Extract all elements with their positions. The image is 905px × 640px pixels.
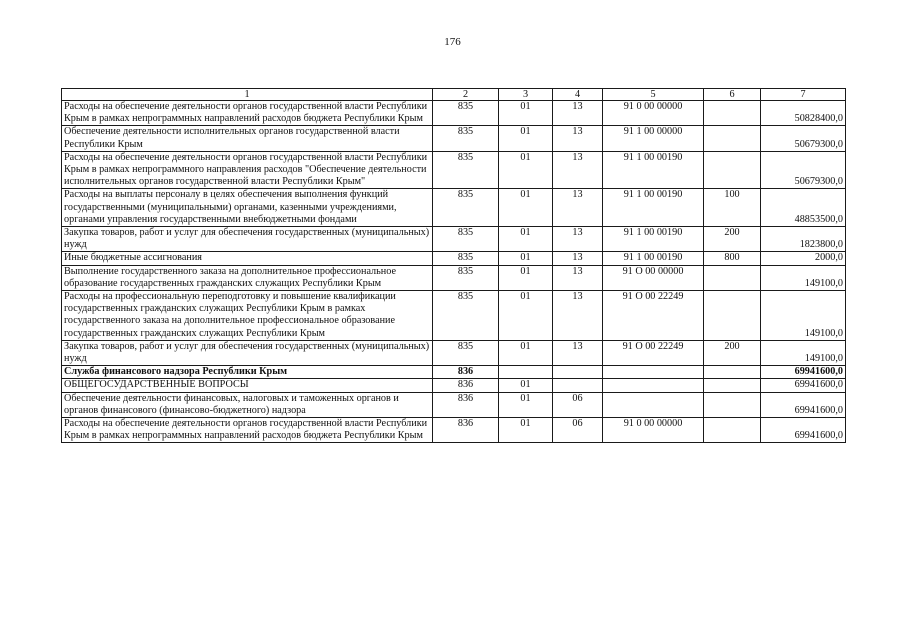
section-code: 01: [499, 340, 553, 365]
amount: 50828400,0: [761, 101, 846, 126]
table-row: [62, 126, 846, 151]
column-header: 5: [603, 89, 704, 101]
ministry-code: 835: [433, 189, 499, 227]
section-code: 01: [499, 265, 553, 290]
ministry-code: 836: [433, 366, 499, 379]
subsection-code: 06: [553, 418, 603, 443]
target-article-code: 91 1 00 00190: [603, 189, 704, 227]
target-article-code: [603, 379, 704, 392]
column-header: 2: [433, 89, 499, 101]
amount: 149100,0: [761, 291, 846, 341]
amount: 149100,0: [761, 340, 846, 365]
target-article-code: 91 1 00 00000: [603, 126, 704, 151]
row-description: Закупка товаров, работ и услуг для обеспечения государственных (муниципальных) нужд: [62, 340, 433, 365]
section-code: 01: [499, 126, 553, 151]
subsection-code: 13: [553, 101, 603, 126]
column-header: 4: [553, 89, 603, 101]
subsection-code: 13: [553, 340, 603, 365]
subsection-code: 13: [553, 265, 603, 290]
table-row: [62, 252, 846, 265]
ministry-code: 835: [433, 151, 499, 189]
expense-type-code: [704, 418, 761, 443]
subsection-code: 13: [553, 252, 603, 265]
row-description: Расходы на профессиональную переподготовку и повышение квалификации государственных гражданских служащих Республики Крым в рамках государственного заказа на дополнительное профессиональное образование государственных гражданских служащих Республики Крым: [62, 291, 433, 341]
row-description: Обеспечение деятельности финансовых, налоговых и таможенных органов и органов финансового (финансово-бюджетного) надзора: [62, 392, 433, 417]
row-description: Служба финансового надзора Республики Крым: [62, 366, 433, 379]
amount: 69941600,0: [761, 366, 846, 379]
row-description: Расходы на обеспечение деятельности органов государственной власти Республики Крым в рамках непрограммных направлений расходов бюджета Республики Крым: [62, 418, 433, 443]
table-row: [62, 189, 846, 227]
amount: 2000,0: [761, 252, 846, 265]
budget-table: [61, 88, 846, 443]
amount: 69941600,0: [761, 379, 846, 392]
ministry-code: 835: [433, 252, 499, 265]
table-row: [62, 392, 846, 417]
amount: 69941600,0: [761, 418, 846, 443]
expense-type-code: 800: [704, 252, 761, 265]
expense-type-code: [704, 291, 761, 341]
ministry-code: 836: [433, 379, 499, 392]
section-code: [499, 366, 553, 379]
amount: 48853500,0: [761, 189, 846, 227]
expense-type-code: 200: [704, 227, 761, 252]
expense-type-code: 200: [704, 340, 761, 365]
expense-type-code: [704, 392, 761, 417]
table-row: [62, 151, 846, 189]
table-row: [62, 379, 846, 392]
expense-type-code: 100: [704, 189, 761, 227]
amount: 69941600,0: [761, 392, 846, 417]
section-code: 01: [499, 418, 553, 443]
row-description: Выполнение государственного заказа на дополнительное профессиональное образование государственных гражданских служащих Республики Крым: [62, 265, 433, 290]
target-article-code: 91 0 00 00000: [603, 418, 704, 443]
column-header: 1: [62, 89, 433, 101]
section-code: 01: [499, 392, 553, 417]
table-row: [62, 291, 846, 341]
row-description: Иные бюджетные ассигнования: [62, 252, 433, 265]
target-article-code: 91 1 00 00190: [603, 252, 704, 265]
ministry-code: 835: [433, 101, 499, 126]
target-article-code: 91 0 00 00000: [603, 101, 704, 126]
target-article-code: 91 О 00 22249: [603, 291, 704, 341]
row-description: Обеспечение деятельности исполнительных органов государственной власти Республики Крым: [62, 126, 433, 151]
expense-type-code: [704, 265, 761, 290]
target-article-code: 91 О 00 00000: [603, 265, 704, 290]
table-row: [62, 418, 846, 443]
row-description: Расходы на обеспечение деятельности органов государственной власти Республики Крым в рамках непрограммного направления расходов "Обеспечение деятельности исполнительных органов государственной власти Республики Крым": [62, 151, 433, 189]
table-row: [62, 265, 846, 290]
amount: 1823800,0: [761, 227, 846, 252]
expense-type-code: [704, 101, 761, 126]
table-row: [62, 340, 846, 365]
ministry-code: 835: [433, 265, 499, 290]
row-description: Расходы на обеспечение деятельности органов государственной власти Республики Крым в рамках непрограммных направлений расходов бюджета Республики Крым: [62, 101, 433, 126]
target-article-code: 91 О 00 22249: [603, 340, 704, 365]
target-article-code: 91 1 00 00190: [603, 151, 704, 189]
expense-type-code: [704, 151, 761, 189]
column-header: 7: [761, 89, 846, 101]
subsection-code: 13: [553, 291, 603, 341]
expense-type-code: [704, 379, 761, 392]
ministry-code: 835: [433, 126, 499, 151]
section-code: 01: [499, 379, 553, 392]
subsection-code: 13: [553, 151, 603, 189]
row-description: Закупка товаров, работ и услуг для обеспечения государственных (муниципальных) нужд: [62, 227, 433, 252]
target-article-code: [603, 392, 704, 417]
ministry-code: 835: [433, 227, 499, 252]
table-row: [62, 227, 846, 252]
column-header: 3: [499, 89, 553, 101]
target-article-code: [603, 366, 704, 379]
ministry-code: 835: [433, 291, 499, 341]
target-article-code: 91 1 00 00190: [603, 227, 704, 252]
amount: 149100,0: [761, 265, 846, 290]
amount: 50679300,0: [761, 126, 846, 151]
subsection-code: 13: [553, 227, 603, 252]
section-code: 01: [499, 227, 553, 252]
table-row: [62, 366, 846, 379]
subsection-code: [553, 366, 603, 379]
section-code: 01: [499, 101, 553, 126]
subsection-code: 13: [553, 126, 603, 151]
section-code: 01: [499, 151, 553, 189]
page-number: 176: [444, 36, 461, 48]
expense-type-code: [704, 126, 761, 151]
ministry-code: 836: [433, 418, 499, 443]
section-code: 01: [499, 291, 553, 341]
subsection-code: 13: [553, 189, 603, 227]
table-header-row: [62, 89, 846, 101]
section-code: 01: [499, 189, 553, 227]
subsection-code: 06: [553, 392, 603, 417]
column-header: 6: [704, 89, 761, 101]
ministry-code: 836: [433, 392, 499, 417]
subsection-code: [553, 379, 603, 392]
ministry-code: 835: [433, 340, 499, 365]
table-row: [62, 101, 846, 126]
expense-type-code: [704, 366, 761, 379]
row-description: Расходы на выплаты персоналу в целях обеспечения выполнения функций государственными (муниципальными) органами, казенными учреждениями, органами управления государственными внебюджетными фондами: [62, 189, 433, 227]
section-code: 01: [499, 252, 553, 265]
amount: 50679300,0: [761, 151, 846, 189]
row-description: ОБЩЕГОСУДАРСТВЕННЫЕ ВОПРОСЫ: [62, 379, 433, 392]
